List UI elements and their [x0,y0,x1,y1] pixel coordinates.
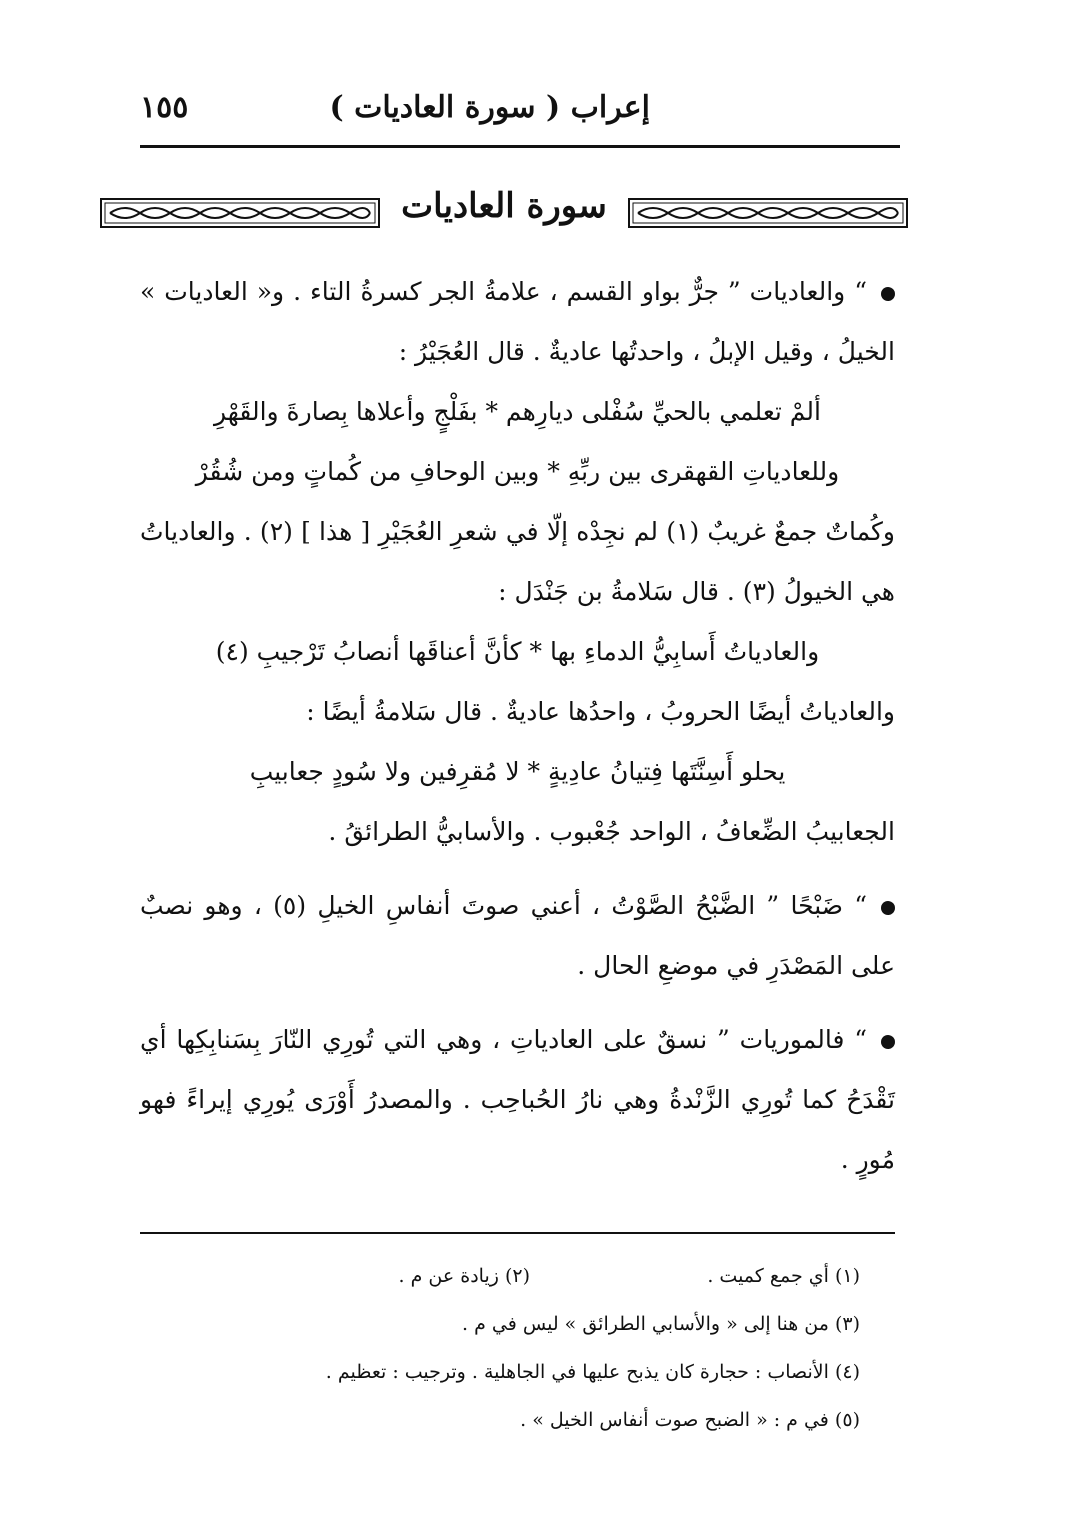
paragraph [140,876,895,996]
paragraph-text: والعادياتُ أيضًا الحروبُ ، واحدُها عاديةٌ . قال سَلامةُ أيضًا : [306,697,895,726]
paragraph [140,262,895,382]
main-text [140,262,895,1190]
surah-title: سورة العاديات [401,186,607,226]
surah-banner [100,186,908,240]
paragraph-text: “ والعاديات ” جرٌّ بواو القسم ، علامةُ الجر كسرةُ التاء . و« العاديات » الخيلُ ، وقيل الإبلُ ، واحدتُها عاديةٌ . قال العُجَيْرُ : [140,277,895,366]
paragraph-text: وكُماتٌ جمعٌ غريبٌ (١) لم نجِدْه إلّا في شعرِ العُجَيْرِ [ هذا ] (٢) . والعادياتُ هي الخيولُ (٣) . قال سَلامةُ بن جَنْدَل : [140,517,895,606]
ornamental-border-right [628,198,908,228]
bullet-icon [881,901,895,915]
paragraph-text: “ فالموريات ” نسقٌ على العادياتِ ، وهي التي تُورِي النّارَ بِسَنابِكِها أي تَقْدَحُ كما تُورِي الزَّنْدةُ وهي نارُ الحُباحِب . والمصدرُ أَوْرَى يُورِي إيراءً فهو مُورٍ . [140,1025,895,1174]
footnote-row [140,1300,860,1348]
header-rule [140,145,900,148]
footnote-row [140,1252,860,1300]
footnote: (٣) من هنا إلى « والأسابي الطرائق » ليس في م . [462,1313,860,1335]
paragraph-text: “ ضَبْحًا ” الضَّبْحُ الصَّوْتُ ، أعني صوتَ أنفاسِ الخيلِ (٥) ، وهو نصبٌ على المَصْدَرِ في موضعِ الحال . [140,891,895,980]
running-title: إعراب ( سورة العاديات ) [329,90,650,125]
footnote: (٥) في م : « الضبح صوت أنفاس الخيل » . [520,1409,860,1431]
footnote: (٤) الأنصاب : حجارة كان يذبح عليها في الجاهلية . وترجيب : تعظيم . [325,1361,860,1383]
paragraph-text: الجعابيبُ الضِّعافُ ، الواحد جُعْبوب . والأسابيُّ الطرائقُ . [328,817,895,846]
verse-line: يحلو أَسِنَّتَها فِتيانُ عادِيةٍ * لا مُقرِفين ولا سُودٍ جعابيبِ [249,757,786,786]
footnote-row [140,1348,860,1396]
footnote: (١) أي جمع كميت . [707,1265,860,1287]
verse-line: والعادياتُ أَسابِيُّ الدماءِ بها * كأنَّ أعناقَها أنصابُ تَرْجيبِ (٤) [215,637,820,666]
running-header [140,88,900,138]
footnote-row [140,1396,860,1444]
footnote: (٢) زيادة عن م . [398,1265,530,1287]
footnotes [140,1252,860,1444]
page-number: ١٥٥ [140,90,189,125]
bullet-icon [881,287,895,301]
paragraph [140,1010,895,1190]
verse-line: ألمْ تعلمي بالحيِّ سُفْلى ديارِهم * بفَلْجٍ وأعلاها بِصارةَ والقَهْرِ [214,397,821,426]
bullet-icon [881,1035,895,1049]
footnote-rule [140,1232,895,1234]
verse-line: وللعادياتِ القهقرى بين ربِّهِ * وبين الوحافِ من كُماتٍ ومن شُقُرْ [195,457,840,486]
